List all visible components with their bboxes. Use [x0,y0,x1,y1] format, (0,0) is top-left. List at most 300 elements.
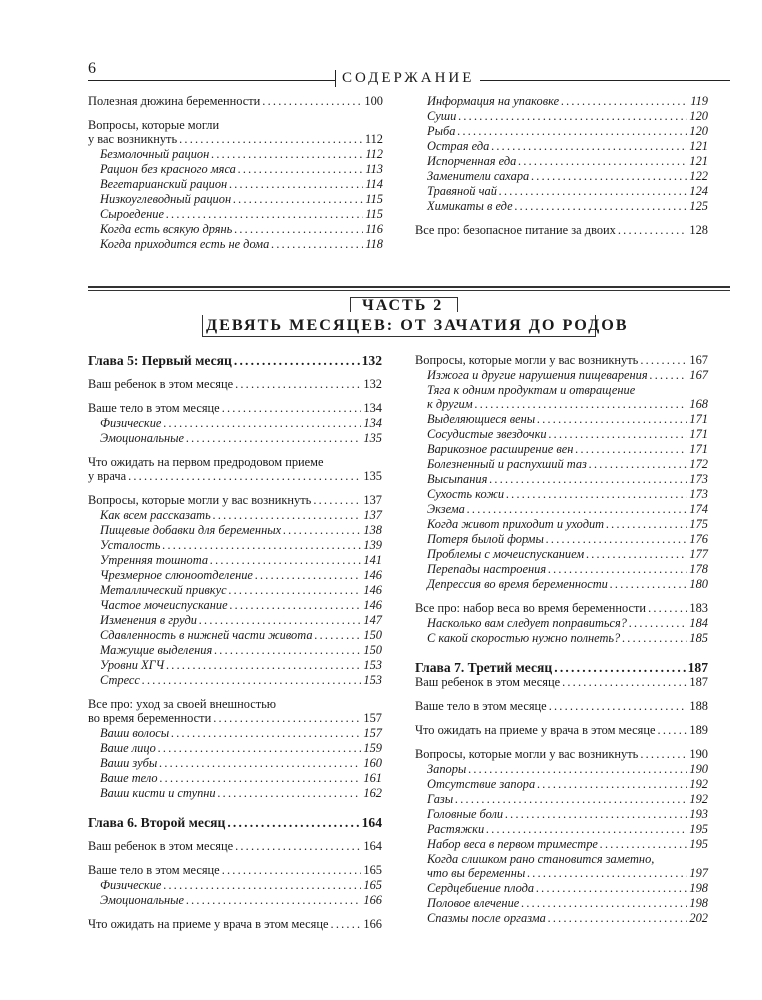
toc-entry-page: 120 [689,124,708,138]
part-label: ЧАСТЬ 2 [362,297,444,314]
toc-entry-page: 153 [363,673,382,687]
toc-subentry[interactable] [88,222,383,237]
toc-entry-title: С какой скоростью нужно полнеть? [427,631,621,645]
toc-entry-page: 137 [363,508,382,522]
dot-leader [163,878,361,893]
toc-entry-title: Что ожидать на приеме у врача в этом месяце [415,723,656,737]
toc-entry-page: 167 [689,368,708,382]
toc-entry-title: Вопросы, которые могли у вас возникнуть [88,493,312,507]
toc-entry-title: Глава 5: Первый месяц [88,353,232,368]
toc-subentry[interactable] [88,192,383,207]
dot-leader [255,568,361,583]
toc-subentry[interactable] [415,169,708,184]
toc-entry-title: Набор веса в первом триместре [427,837,598,851]
dot-leader [222,863,362,878]
dot-leader [229,177,363,192]
dot-leader [235,839,361,854]
toc-subentry[interactable] [88,508,382,523]
dot-leader [158,741,362,756]
dot-leader [610,577,688,592]
toc-entry-title: Рацион без красного мяса [100,162,236,176]
toc-entry-page: 166 [363,917,382,931]
toc-subentry[interactable] [415,139,708,154]
dot-leader [283,523,361,538]
toc-entry-page: 162 [363,786,382,800]
toc-subentry[interactable] [88,726,382,741]
toc-entry-page: 185 [689,631,708,645]
spacer [415,214,708,223]
dot-leader [214,643,361,658]
toc-entry-page: 146 [363,598,382,612]
toc-entry-title: Чрезмерное слюноотделение [100,568,253,582]
toc-entry[interactable] [415,747,708,762]
toc-subentry[interactable] [415,94,708,109]
toc-entry-title: Изменения в груди [100,613,197,627]
toc-entry-title: Сыроедение [100,207,164,221]
toc-entry-title: Все про: набор веса во время беременности [415,601,647,615]
toc-subentry[interactable] [415,502,708,517]
toc-entry-page: 118 [365,237,383,251]
toc-entry-title: Эмоциональные [100,893,185,907]
dot-leader [575,442,687,457]
toc-subentry[interactable] [88,658,382,673]
toc-subentry[interactable] [415,368,708,383]
dot-leader [467,502,688,517]
dot-leader [489,472,687,487]
toc-entry[interactable] [88,839,382,854]
toc-entry-title: Растяжки [427,822,485,836]
spacer [88,908,382,917]
toc-entry-title: Вопросы, которые могли у вас возникнуть [415,353,639,367]
dot-leader [271,237,363,252]
page-number: 6 [88,60,96,77]
dot-leader [238,162,364,177]
toc-subentry[interactable] [88,893,382,908]
toc-subentry[interactable] [88,147,383,162]
toc-subentry[interactable] [88,756,382,771]
toc-entry-title: Экзема [427,502,465,516]
toc-entry-page: 125 [689,199,708,213]
toc-entry-page: 132 [363,377,382,391]
toc-entry-title: Ваше тело в этом месяце [88,401,220,415]
toc-subentry[interactable] [88,643,382,658]
toc-entry-page: 157 [363,711,382,725]
toc-entry-title: Низкоуглеводный рацион [100,192,232,206]
toc-entry-page: 116 [365,222,383,236]
toc-entry-title: Изжога и другие нарушения пищеварения [427,368,648,382]
dot-leader [222,401,362,416]
toc-subentry[interactable] [415,487,708,502]
toc-entry-page: 172 [689,457,708,471]
toc-subentry[interactable] [415,517,708,532]
toc-entry-title: Суши [427,109,457,123]
spacer [415,646,708,660]
toc-subentry[interactable] [415,442,708,457]
toc-entry-page: 112 [365,147,383,161]
toc-entry-page: 189 [689,723,708,737]
part-title: ДЕВЯТЬ МЕСЯЦЕВ: ОТ ЗАЧАТИЯ ДО РОДОВ [206,316,629,334]
toc-entry-title: Сосудистые звездочки [427,427,547,441]
dot-leader [235,377,361,392]
toc-entry-page: 113 [365,162,383,176]
dot-leader [546,532,688,547]
toc-chapter-entry[interactable] [88,815,382,830]
toc-subentry[interactable] [415,472,708,487]
toc-subentry[interactable] [88,628,382,643]
toc-subentry[interactable] [415,616,708,631]
toc-entry-page: 137 [363,493,382,507]
toc-entry-title: Вегетарианский рацион [100,177,228,191]
toc-entry-page: 135 [363,469,382,483]
toc-entry-page: 134 [363,416,382,430]
toc-entry-page: 192 [689,792,708,806]
toc-subentry[interactable] [88,431,382,446]
spacer [88,368,382,377]
section-divider-thin [88,290,730,291]
dot-leader [537,777,687,792]
dot-leader [179,132,363,147]
spacer [88,688,382,697]
dot-leader [227,815,359,830]
toc-entry[interactable] [88,863,382,878]
toc-entry[interactable] [88,697,382,711]
dot-leader [499,184,688,199]
toc-entry-title: Ваш ребенок в этом месяце [415,675,561,689]
toc-subentry[interactable] [415,532,708,547]
dot-leader [213,508,362,523]
dot-leader [171,726,361,741]
spacer [415,592,708,601]
toc-entry[interactable] [415,699,708,714]
dot-leader [549,699,688,714]
toc-entry-page: 198 [689,881,708,895]
toc-entry-page: 171 [689,427,708,441]
toc-subentry[interactable] [88,162,383,177]
toc-subentry[interactable] [415,792,708,807]
toc-entry[interactable] [88,469,382,484]
toc-subentry[interactable] [415,777,708,792]
toc-subentry[interactable] [88,673,382,688]
toc-entry[interactable] [88,401,382,416]
dot-leader [230,598,362,613]
dot-leader [128,469,361,484]
dot-leader [549,427,688,442]
dot-leader [561,94,688,109]
spacer [88,801,382,815]
toc-subentry[interactable] [415,412,708,427]
dot-leader [527,866,687,881]
toc-entry-page: 190 [689,747,708,761]
toc-entry-title: Половое влечение [427,896,520,910]
toc-entry-title: Перепады настроения [427,562,547,576]
toc-entry-title: Ваше тело в этом месяце [415,699,547,713]
spacer [415,738,708,747]
toc-subentry[interactable] [88,771,382,786]
toc-entry-page: 165 [363,878,382,892]
toc-subentry[interactable] [415,427,708,442]
toc-entry-title: Насколько вам следует поправиться? [427,616,627,630]
toc-entry-page: 171 [689,412,708,426]
toc-entry-title: Тяга к одним продуктам и отвращение [427,383,636,397]
toc-subentry[interactable] [415,547,708,562]
dot-leader [159,756,361,771]
toc-entry-page: 190 [689,762,708,776]
dot-leader [648,601,687,616]
dot-leader [213,711,361,726]
dot-leader [163,416,361,431]
toc-entry-page: 167 [689,353,708,367]
dot-leader [536,881,687,896]
toc-entry-title: Ваше тело [100,771,158,785]
toc-entry-title: Безмолочный рацион [100,147,210,161]
toc-subentry[interactable] [415,881,708,896]
toc-entry[interactable] [415,723,708,738]
toc-entry-title: Заменители сахара [427,169,530,183]
dot-leader [186,893,361,908]
toc-entry-title: Потеря былой формы [427,532,544,546]
toc-chapter-entry[interactable] [415,660,708,675]
toc-entry-title: Все про: безопасное питание за двоих [415,223,616,237]
spacer [88,109,383,118]
toc-subentry[interactable] [415,852,708,866]
toc-entry[interactable] [415,601,708,616]
toc-entry-page: 166 [363,893,382,907]
dot-leader [186,431,361,446]
toc-subentry[interactable] [88,598,382,613]
toc-entry-page: 180 [689,577,708,591]
toc-subentry[interactable] [88,568,382,583]
dot-leader [548,911,688,926]
toc-entry-title: Химикаты в еде [427,199,513,213]
toc-subentry[interactable] [88,237,383,252]
toc-entry-page: 138 [363,523,382,537]
toc-subentry[interactable] [88,207,383,222]
toc-entry-title: Физические [100,878,162,892]
toc-entry[interactable] [415,353,708,368]
toc-subentry[interactable] [415,199,708,214]
toc-entry-page: 141 [363,553,382,567]
toc-entry[interactable] [88,493,382,508]
toc-entry-title: Когда слишком рано становится заметно, [427,852,655,866]
toc-entry-title: Как всем рассказать [100,508,211,522]
spacer [415,690,708,699]
toc-entry-title: Ваш ребенок в этом месяце [88,377,234,391]
toc-entry-title: Высыпания [427,472,488,486]
toc-subentry[interactable] [415,762,708,777]
spacer [88,446,382,455]
toc-entry-title: Травяной чай [427,184,497,198]
toc-subentry[interactable] [88,177,383,192]
dot-leader [518,154,687,169]
toc-entry-page: 139 [363,538,382,552]
toc-entry[interactable] [88,377,382,392]
dot-leader [491,139,687,154]
dot-leader [521,896,687,911]
toc-entry-page: 150 [363,628,382,642]
toc-entry-title: Ваши кисти и ступни [100,786,216,800]
toc-entry-title: Ваши волосы [100,726,170,740]
dot-leader [234,222,363,237]
toc-entry-page: 187 [687,660,708,675]
toc-entry-page: 173 [689,487,708,501]
toc-subentry[interactable] [88,553,382,568]
toc-entry-page: 165 [363,863,382,877]
toc-entry[interactable] [415,675,708,690]
toc-entry-title: Газы [427,792,454,806]
toc-entry-title: Ваше лицо [100,741,156,755]
toc-chapter-entry[interactable] [88,353,382,368]
toc-entry-page: 115 [365,207,383,221]
dot-leader [531,169,687,184]
toc-entry[interactable] [415,223,708,238]
toc-entry[interactable] [88,711,382,726]
toc-entry-title: Депрессия во время беременности [427,577,608,591]
dot-leader [313,493,361,508]
dot-leader [142,673,361,688]
toc-entry-title: Болезненный и распухший таз [427,457,587,471]
toc-entry[interactable] [88,132,383,147]
toc-entry-page: 183 [689,601,708,615]
dot-leader [199,613,361,628]
toc-subentry[interactable] [415,866,708,881]
toc-entry-page: 192 [689,777,708,791]
toc-entry-title: Глава 6. Второй месяц [88,815,226,830]
toc-subentry[interactable] [88,523,382,538]
toc-entry-page: 112 [364,132,383,146]
toc-column-top-left [88,94,383,252]
dot-leader [457,124,687,139]
toc-entry-page: 135 [363,431,382,445]
dot-leader [468,762,687,777]
toc-entry-page: 122 [689,169,708,183]
dot-leader [618,223,688,238]
toc-subentry[interactable] [415,109,708,124]
dot-leader [475,397,688,412]
toc-entry-title: Проблемы с мочеиспусканием [427,547,585,561]
toc-subentry[interactable] [415,184,708,199]
toc-entry[interactable] [88,455,382,469]
toc-entry-page: 120 [689,109,708,123]
toc-subentry[interactable] [88,613,382,628]
dot-leader [211,147,363,162]
toc-entry[interactable] [88,917,382,932]
dot-leader [218,786,362,801]
toc-entry-page: 119 [690,94,708,108]
toc-entry-page: 187 [689,675,708,689]
toc-entry-title: у врача [88,469,127,483]
toc-entry-title: Физические [100,416,162,430]
toc-entry-page: 160 [363,756,382,770]
dot-leader [505,807,687,822]
toc-entry-title: Головные боли [427,807,504,821]
toc-subentry[interactable] [415,822,708,837]
toc-entry[interactable] [88,118,383,132]
toc-subentry[interactable] [415,631,708,646]
toc-entry-page: 146 [363,583,382,597]
toc-subentry[interactable] [415,911,708,926]
toc-entry-page: 147 [363,613,382,627]
toc-entry-page: 164 [363,839,382,853]
toc-entry-page: 171 [689,442,708,456]
toc-entry-title: Ваши зубы [100,756,158,770]
toc-entry-page: 173 [689,472,708,486]
toc-subentry[interactable] [415,807,708,822]
dot-leader [515,199,688,214]
toc-entry-title: Рыба [427,124,456,138]
toc-subentry[interactable] [415,837,708,852]
toc-entry-title: Что ожидать на первом предродовом приеме [88,455,324,469]
toc-entry-page: 157 [363,726,382,740]
toc-subentry[interactable] [415,562,708,577]
dot-leader [166,658,361,673]
spacer [415,714,708,723]
toc-subentry[interactable] [88,786,382,801]
toc-entry-page: 146 [363,568,382,582]
toc-entry-title: Острая еда [427,139,490,153]
toc-entry-title: Утренняя тошнота [100,553,209,567]
dot-leader [486,822,687,837]
toc-subentry[interactable] [415,154,708,169]
toc-entry-page: 150 [363,643,382,657]
toc-entry-page: 134 [363,401,382,415]
toc-subentry[interactable] [88,538,382,553]
toc-subentry[interactable] [415,457,708,472]
dot-leader [554,660,685,675]
dot-leader [331,917,362,932]
toc-subentry[interactable] [88,583,382,598]
toc-entry-page: 198 [689,896,708,910]
spacer [88,392,382,401]
toc-subentry[interactable] [88,416,382,431]
toc-entry-title: Что ожидать на приеме у врача в этом месяце [88,917,329,931]
toc-entry-title: Полезная дюжина беременности [88,94,261,108]
toc-column-left [88,353,382,932]
dot-leader [229,583,362,598]
toc-entry-title: Усталость [100,538,161,552]
toc-entry-title: Сдавленность в нижней части живота [100,628,313,642]
toc-subentry[interactable] [88,878,382,893]
dot-leader [589,457,688,472]
toc-subentry[interactable] [415,577,708,592]
dot-leader [210,553,361,568]
dot-leader [640,747,687,762]
toc-subentry[interactable] [415,896,708,911]
toc-entry-page: 100 [364,94,383,108]
toc-entry-page: 115 [365,192,383,206]
dot-leader [262,94,362,109]
dot-leader [658,723,688,738]
toc-entry-title: Когда приходится есть не дома [100,237,270,251]
toc-entry-page: 178 [689,562,708,576]
toc-entry-page: 184 [689,616,708,630]
toc-entry-title: Запоры [427,762,467,776]
toc-subentry[interactable] [415,124,708,139]
toc-entry-title: Уровни ХГЧ [100,658,165,672]
toc-entry-page: 168 [689,397,708,411]
toc-subentry[interactable] [88,741,382,756]
toc-entry-title: Глава 7. Третий месяц [415,660,553,675]
toc-entry-title: что вы беременны [427,866,526,880]
section-divider-thick [88,286,730,288]
dot-leader [234,353,360,368]
dot-leader [166,207,363,222]
toc-entry[interactable] [88,94,383,109]
toc-subentry[interactable] [415,383,708,397]
toc-subentry[interactable] [415,397,708,412]
toc-entry-page: 176 [689,532,708,546]
dot-leader [650,368,688,383]
toc-entry-title: Сердцебиение плода [427,881,535,895]
